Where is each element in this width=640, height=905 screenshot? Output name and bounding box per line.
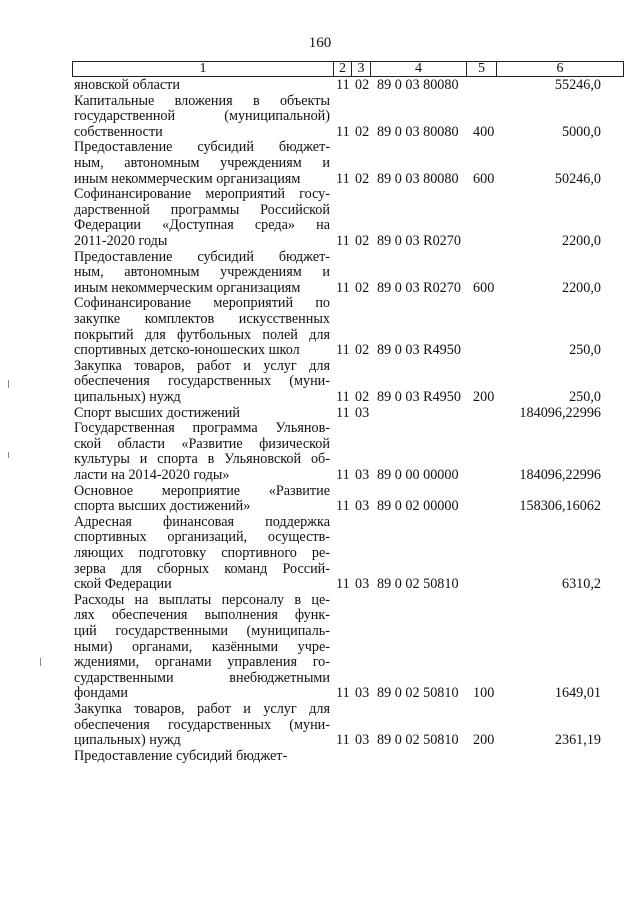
description-line: спортивных детско-юношеских школ: [74, 342, 300, 359]
row-amount: 184096,22996: [519, 404, 601, 421]
description-line: лях обеспечения выполнения функ-: [74, 607, 330, 624]
row-description: [74, 187, 330, 249]
row-description: [74, 421, 330, 483]
row-description: [74, 78, 330, 94]
subsection-code: 03: [355, 685, 370, 702]
row-description: [74, 406, 330, 422]
expense-type-code: 400: [473, 123, 495, 140]
row-amount: 184096,22996: [519, 466, 601, 483]
section-code: 11: [336, 123, 350, 140]
target-article-code: 89 0 02 00000: [377, 498, 459, 515]
description-line: закупке комплектов искусственных: [74, 310, 330, 327]
header-col-4: 4: [371, 62, 467, 76]
section-code: 11: [336, 576, 350, 593]
row-description: [74, 749, 330, 765]
row-amount: 158306,16062: [519, 498, 601, 515]
description-line: ципальных) нужд: [74, 388, 181, 405]
description-line: фондами: [74, 685, 128, 702]
row-amount: 1649,01: [554, 685, 601, 702]
header-col-6: 6: [556, 61, 564, 76]
description-line: Предоставление субсидий бюджет-: [74, 139, 330, 156]
row-amount: 250,0: [569, 388, 601, 405]
description-line: Капитальные вложения в объекты: [74, 92, 330, 109]
description-line: ципальных) нужд: [74, 732, 181, 749]
target-article-code: 89 0 02 50810: [377, 576, 459, 593]
description-line: ным, автономным учреждениям и: [74, 154, 330, 171]
margin-mark: [40, 658, 41, 666]
description-line: Государственная программа Ульянов-: [74, 420, 330, 437]
description-line: Предоставление субсидий бюджет-: [74, 747, 288, 764]
row-amount: 55246,0: [554, 77, 601, 93]
description-line: обеспечения государственных (муни-: [74, 373, 330, 390]
expense-type-code: 200: [473, 732, 495, 749]
row-description: [74, 515, 330, 593]
target-article-code: 89 0 03 R4950: [377, 388, 461, 405]
subsection-code: 02: [355, 232, 370, 249]
description-line: яновской области: [74, 77, 180, 93]
subsection-code: 02: [355, 279, 370, 296]
description-line: культуры и спорта в Ульяновской об-: [74, 451, 330, 468]
margin-mark: [8, 452, 9, 458]
section-code: 11: [336, 388, 350, 405]
row-amount: 2361,19: [554, 732, 601, 749]
description-line: дарственной программы Российской: [74, 201, 330, 218]
description-line: Адресная финансовая поддержка: [74, 513, 330, 530]
row-description: [74, 702, 330, 749]
subsection-code: 03: [355, 404, 370, 421]
row-description: [74, 593, 330, 702]
section-code: 11: [336, 404, 350, 421]
expense-type-code: 100: [473, 685, 495, 702]
description-line: государственной (муниципальной): [74, 108, 330, 125]
target-article-code: 89 0 03 R4950: [377, 342, 461, 359]
header-col-1: 1: [73, 62, 334, 76]
description-line: покрытий для футбольных полей для: [74, 326, 330, 343]
target-article-code: 89 0 03 R0270: [377, 232, 461, 249]
section-code: 11: [336, 342, 350, 359]
subsection-code: 02: [355, 388, 370, 405]
description-line: Расходы на выплаты персоналу в це-: [74, 591, 330, 608]
section-code: 11: [336, 77, 350, 93]
margin-mark: [8, 380, 9, 388]
description-line: 2011-2020 годы: [74, 232, 168, 249]
header-col-2: 2: [334, 62, 352, 76]
section-code: 11: [336, 498, 350, 515]
section-code: 11: [336, 685, 350, 702]
description-line: зерва для сборных команд Россий-: [74, 560, 330, 577]
description-line: ций государственными (муниципаль-: [74, 622, 330, 639]
description-line: ской Федерации: [74, 576, 172, 593]
row-description: [74, 359, 330, 406]
subsection-code: 03: [355, 498, 370, 515]
description-line: собственности: [74, 123, 163, 140]
row-description: [74, 296, 330, 358]
subsection-code: 03: [355, 732, 370, 749]
target-article-code: 89 0 02 50810: [377, 732, 459, 749]
description-line: спортивных организаций, осуществ-: [74, 529, 330, 546]
subsection-code: 02: [355, 170, 370, 187]
row-amount: 5000,0: [561, 123, 601, 140]
page-number: 160: [308, 35, 332, 51]
header-col-5: 5: [467, 62, 497, 76]
description-line: сударственными внебюджетными: [74, 669, 330, 686]
description-line: ными) органами, казёнными учре-: [74, 638, 330, 655]
description-line: Закупка товаров, работ и услуг для: [74, 701, 330, 717]
description-line: Спорт высших достижений: [74, 404, 240, 421]
description-line: Предоставление субсидий бюджет-: [74, 248, 330, 265]
description-line: Федерации «Доступная среда» на: [74, 217, 330, 234]
row-description: [74, 94, 330, 141]
expense-type-code: 200: [473, 388, 495, 405]
row-amount: 50246,0: [554, 170, 601, 187]
subsection-code: 02: [355, 123, 370, 140]
description-line: Основное мероприятие «Развитие: [74, 482, 330, 499]
target-article-code: 89 0 02 50810: [377, 685, 459, 702]
row-amount: 2200,0: [561, 232, 601, 249]
section-code: 11: [336, 232, 350, 249]
section-code: 11: [336, 732, 350, 749]
expense-type-code: 600: [473, 279, 495, 296]
section-code: 11: [336, 170, 350, 187]
target-article-code: 89 0 00 00000: [377, 466, 459, 483]
description-line: Софинансирование мероприятий по: [74, 295, 330, 312]
description-line: иным некоммерческим организациям: [74, 170, 301, 187]
subsection-code: 03: [355, 466, 370, 483]
row-amount: 6310,2: [561, 576, 601, 593]
expense-type-code: 600: [473, 170, 495, 187]
description-line: Софинансирование мероприятий госу-: [74, 186, 330, 203]
description-line: спорта высших достижений»: [74, 498, 251, 515]
description-line: ляющих подготовку спортивного ре-: [74, 544, 330, 561]
row-description: [74, 484, 330, 515]
target-article-code: 89 0 03 80080: [377, 170, 459, 187]
description-line: обеспечения государственных (муни-: [74, 716, 330, 733]
subsection-code: 02: [355, 77, 370, 93]
description-line: Закупка товаров, работ и услуг для: [74, 357, 330, 374]
section-code: 11: [336, 466, 350, 483]
description-line: ласти на 2014-2020 годы»: [74, 466, 230, 483]
description-line: иным некоммерческим организациям: [74, 279, 301, 296]
target-article-code: 89 0 03 80080: [377, 123, 459, 140]
description-line: ской области «Развитие физической: [74, 435, 330, 452]
section-code: 11: [336, 279, 350, 296]
header-col-3: 3: [352, 62, 371, 76]
table-header: [72, 61, 624, 77]
target-article-code: 89 0 03 80080: [377, 77, 459, 93]
target-article-code: 89 0 03 R0270: [377, 279, 461, 296]
subsection-code: 03: [355, 576, 370, 593]
row-amount: 2200,0: [561, 279, 601, 296]
description-line: ным, автономным учреждениям и: [74, 264, 330, 281]
row-description: [74, 140, 330, 187]
row-amount: 250,0: [569, 342, 601, 359]
subsection-code: 02: [355, 342, 370, 359]
row-description: [74, 250, 330, 297]
description-line: ждениями, органами управления го-: [74, 654, 330, 671]
